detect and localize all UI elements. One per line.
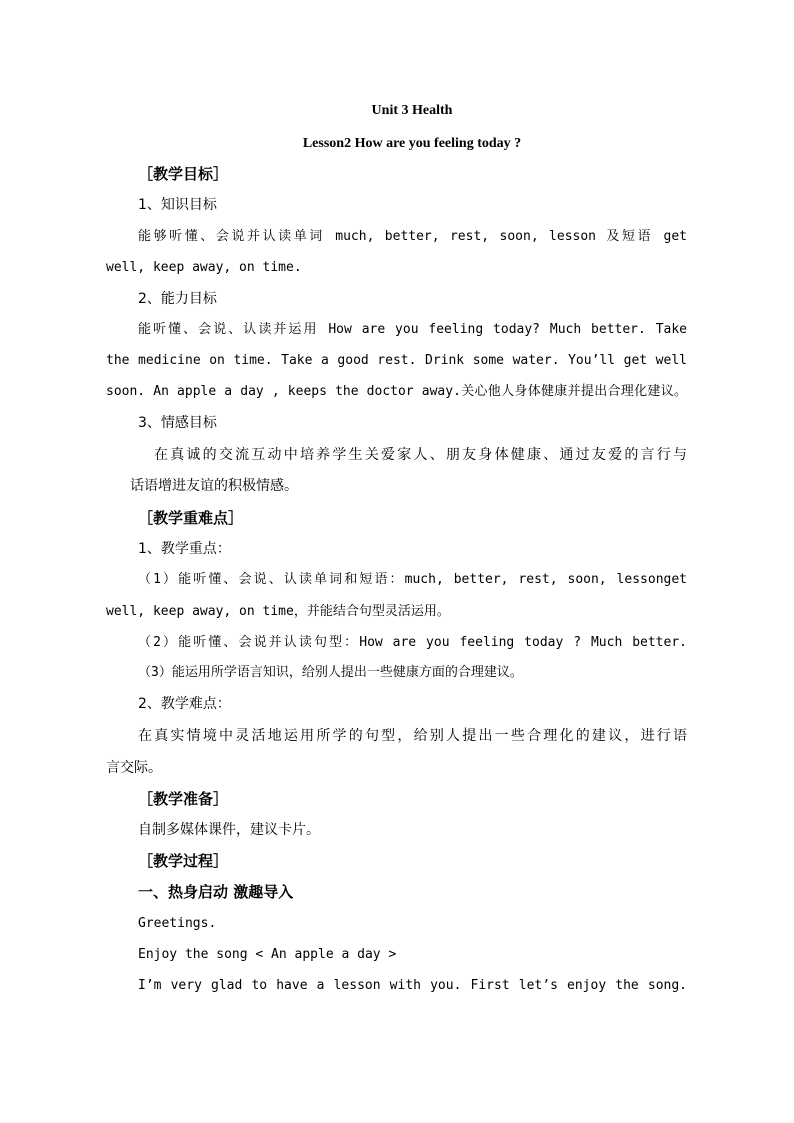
lesson-title: Lesson2 How are you feeling today ? — [302, 136, 522, 151]
difficult-points-heading: 2、教学难点： — [138, 696, 231, 712]
objective-emotion-line-1: 在真诚的交流互动中培养学生关爱家人、朋友身体健康、通过友爱的言行与 — [154, 447, 687, 463]
objective-emotion-line-2: 话语增进友谊的积极情感。 — [130, 478, 298, 494]
key-points-heading: 1、教学重点： — [138, 541, 231, 557]
objective-ability-line-3: soon. An apple a day , keeps the doctor away.关心他人身体健康并提出合理化建议。 — [106, 384, 687, 399]
step-1-heading: 一、热身启动 激趣导入 — [138, 883, 294, 901]
step-1-intro-line: I’m very glad to have a lesson with you. First let’s enjoy the song. — [138, 978, 687, 993]
key-point-3: （3）能运用所学语言知识，给别人提出一些健康方面的合理建议。 — [138, 665, 523, 680]
objective-knowledge-heading: 1、知识目标 — [138, 197, 217, 213]
objective-ability-heading: 2、能力目标 — [138, 291, 217, 307]
section-preparation-heading: ［教学准备］ — [138, 790, 229, 808]
objective-knowledge-line-1: 能够听懂、会说并认读单词 much, better, rest, soon, lesson 及短语 get — [138, 229, 687, 244]
key-point-1-line-2: well, keep away, on time，并能结合句型灵活运用。 — [106, 604, 450, 619]
objective-emotion-heading: 3、情感目标 — [138, 415, 217, 431]
preparation-text: 自制多媒体课件，建议卡片。 — [138, 822, 320, 838]
step-1-greetings: Greetings. — [138, 916, 217, 931]
step-1-song: Enjoy the song < An apple a day > — [138, 947, 397, 962]
objective-knowledge-line-2: well, keep away, on time. — [106, 260, 302, 275]
objective-ability-line-2: the medicine on time. Take a good rest. Drink some water. You’ll get well — [106, 353, 687, 368]
difficult-point-line-2: 言交际。 — [106, 760, 162, 776]
section-process-heading: ［教学过程］ — [138, 852, 229, 870]
difficult-point-line-1: 在真实情境中灵活地运用所学的句型，给别人提出一些合理化的建议，进行语 — [138, 728, 687, 744]
objective-ability-line-1: 能听懂、会说、认读并运用 How are you feeling today? Much better. Take — [138, 322, 687, 337]
section-objectives-heading: ［教学目标］ — [138, 165, 229, 183]
key-point-1-line-1: （1）能听懂、会说、认读单词和短语：much, better, rest, soon, lessonget — [138, 572, 687, 587]
key-point-2: （2）能听懂、会说并认读句型：How are you feeling today ? Much better. — [138, 635, 687, 650]
unit-title: Unit 3 Health — [371, 103, 453, 118]
section-key-points-heading: ［教学重难点］ — [138, 509, 244, 527]
